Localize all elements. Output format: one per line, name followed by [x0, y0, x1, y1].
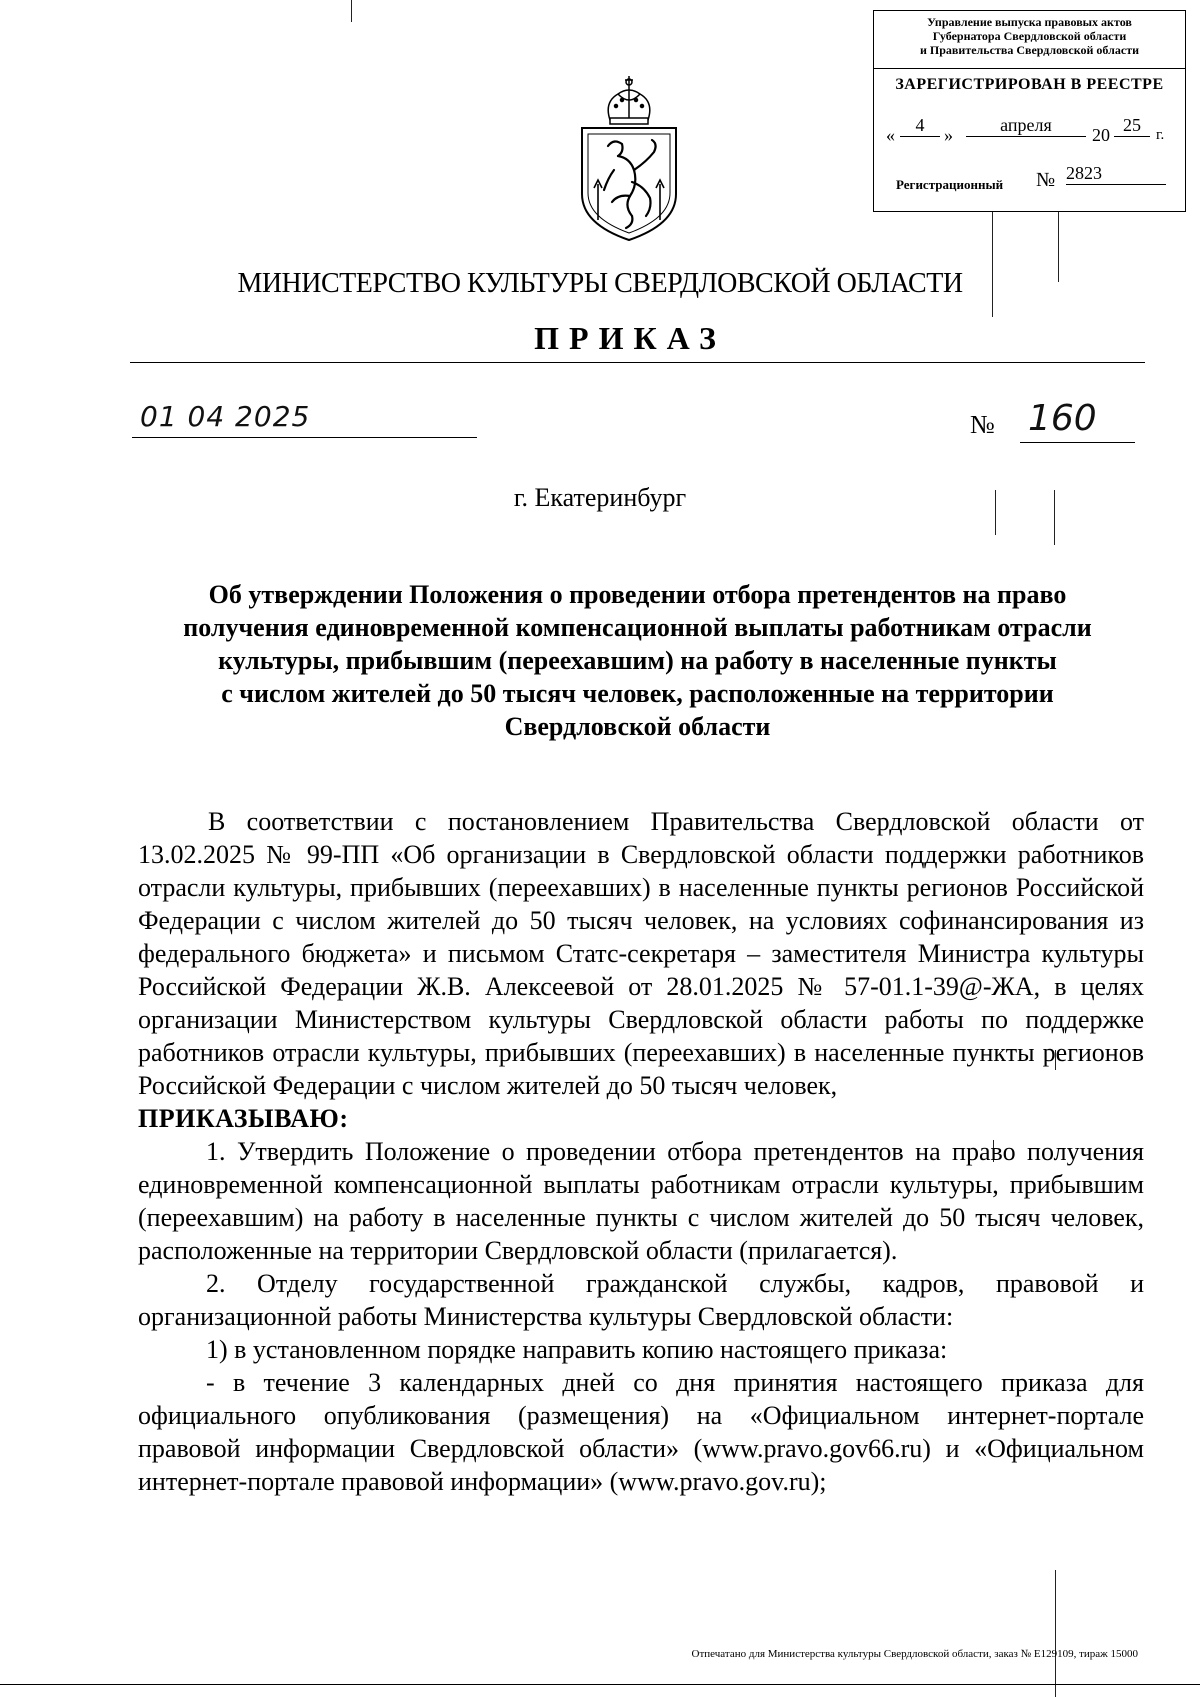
stamp-number-row — [896, 163, 1176, 199]
scan-line — [1055, 1570, 1056, 1697]
title-rule — [130, 362, 1145, 363]
heading-line: культуры, прибывшим (переехавшим) на работу в населенные пункты — [218, 646, 1057, 675]
order-heading — [130, 578, 1145, 743]
stamp-registered-title: ЗАРЕГИСТРИРОВАН В РЕЕСТРЕ — [895, 76, 1164, 93]
date-underline — [132, 437, 477, 438]
heading-line: Об утверждении Положения о проведении отбора претендентов на право — [208, 580, 1067, 609]
order-number: 160 — [1028, 398, 1097, 439]
stamp-quote-open: « — [886, 125, 895, 145]
order-number-sign: № — [970, 410, 995, 439]
order-item-2-1-a: - в течение 3 календарных дней со дня принятия настоящего приказа для официального опубликования (размещения) на «Официальном интернет-портале правовой информации Свердловской области» (www.pravo.gov66.ru) и «Официальном интернет-портале правовой информации» (www.pravo.gov.ru); — [138, 1368, 1144, 1496]
city-location: г. Екатеринбург — [513, 483, 687, 512]
stamp-org-line: Губернатора Свердловской области — [932, 29, 1127, 43]
stamp-reg-number: 2823 — [1066, 163, 1166, 185]
stamp-quote-close: » — [944, 125, 953, 145]
stamp-date-row — [886, 115, 1176, 155]
bottom-rule — [0, 1684, 1200, 1685]
coat-of-arms-emblem — [574, 74, 684, 244]
order-item-2: 2. Отделу государственной гражданской службы, кадров, правовой и организационной работы Министерства культуры Свердловской области: — [138, 1269, 1144, 1331]
stamp-year-suffix: 25 — [1114, 115, 1150, 137]
stamp-num-sign: № — [1036, 169, 1056, 191]
heading-line: получения единовременной компенсационной выплаты работникам отрасли — [183, 613, 1092, 642]
scan-line — [351, 0, 352, 22]
heading-line: с числом жителей до 50 тысяч человек, расположенные на территории — [221, 679, 1054, 708]
stamp-year-unit: г. — [1156, 127, 1165, 143]
stamp-reg-label: Регистрационный — [896, 177, 1004, 192]
ministry-name: МИНИСТЕРСТВО КУЛЬТУРЫ СВЕРДЛОВСКОЙ ОБЛАСТИ — [237, 268, 963, 299]
stamp-year-prefix: 20 — [1092, 125, 1110, 145]
scan-line — [992, 212, 993, 317]
print-note: Отпечатано для Министерства культуры Свердловской области, заказ № Е129109, тираж 15000 — [691, 1648, 1138, 1660]
stamp-org-line: и Правительства Свердловской области — [920, 43, 1139, 57]
stamp-divider — [874, 68, 1185, 69]
document-type-title: ПРИКАЗ — [534, 320, 726, 356]
stamp-day: 4 — [900, 115, 940, 137]
order-item-1: 1. Утвердить Положение о проведении отбора претендентов на право получения единовременной компенсационной выплаты работникам отрасли культуры, прибывшим (переехавшим) на работу в населенные пункты с числом жителей до 50 тысяч человек, расположенные на территории Свердловской области (прилагается). — [138, 1137, 1144, 1265]
order-item-2-1: 1) в установленном порядке направить копию настоящего приказа: — [206, 1335, 948, 1364]
order-date: 01 04 2025 — [140, 400, 311, 433]
preamble-paragraph: В соответствии с постановлением Правительства Свердловской области от 13.02.2025 № 99-ПП «Об организации в Свердловской области поддержки работников отрасли культуры, прибывших (переехавших) в населенные пункты регионов Российской Федерации с числом жителей до 50 тысяч человек, на условиях софинансирования из федерального бюджета» и письмом Статс-секретаря – заместителя Министра культуры Российской Федерации Ж.В. Алексеевой от 28.01.2025 № 57-01.1-39@-ЖА, в целях организации Министерством культуры Свердловской области работы по поддержке работников отрасли культуры, прибывших (переехавших) в населенные пункты регионов Российской Федерации с числом жителей до 50 тысяч человек, — [138, 807, 1144, 1100]
stamp-org-line: Управление выпуска правовых актов — [927, 15, 1132, 29]
number-underline — [1020, 442, 1135, 443]
order-verb: ПРИКАЗЫВАЮ: — [138, 1104, 349, 1133]
registration-stamp — [873, 10, 1186, 212]
heading-line: Свердловской области — [504, 712, 771, 741]
order-body — [138, 805, 1144, 1498]
stamp-month: апреля — [966, 115, 1086, 137]
